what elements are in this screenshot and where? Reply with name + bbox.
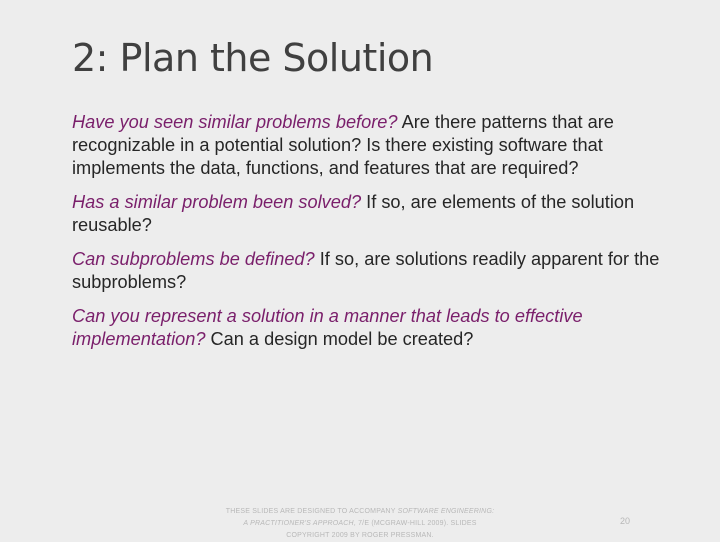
paragraph-text: If so, are elements of the solution reusable? bbox=[72, 192, 635, 235]
page-number: 20 bbox=[619, 516, 630, 526]
paragraph-3 bbox=[72, 248, 672, 294]
footer-line-3: COPYRIGHT 2009 BY ROGER PRESSMAN. bbox=[286, 532, 434, 539]
question-text: Can you represent a solution in a manner that leads to effective implementation? bbox=[72, 306, 583, 349]
footer-line-2 bbox=[210, 518, 510, 530]
footer-copyright bbox=[210, 506, 510, 542]
footer-text: THESE SLIDES ARE DESIGNED TO ACCOMPANY bbox=[225, 508, 398, 515]
paragraph-2 bbox=[72, 191, 672, 237]
footer-text: , 7/E (MCGRAW-HILL 2009). SLIDES bbox=[353, 520, 477, 527]
paragraph-text: Are there patterns that are recognizable in a potential solution? Is there existing software that implements the data, functions, and features that are required? bbox=[72, 112, 614, 178]
footer-book-title: SOFTWARE ENGINEERING: bbox=[397, 508, 495, 515]
slide-body bbox=[72, 111, 672, 362]
footer-book-subtitle: A PRACTITIONER'S APPROACH bbox=[243, 520, 354, 527]
paragraph-text: Can a design model be created? bbox=[205, 329, 474, 349]
paragraph-4 bbox=[72, 305, 672, 351]
question-text: Has a similar problem been solved? bbox=[72, 192, 362, 212]
footer-line-1 bbox=[210, 506, 510, 518]
question-text: Can subproblems be defined? bbox=[72, 249, 315, 269]
question-text: Have you seen similar problems before? bbox=[72, 112, 398, 132]
paragraph-1 bbox=[72, 111, 672, 180]
slide-title: 2: Plan the Solution bbox=[72, 36, 434, 80]
paragraph-text: If so, are solutions readily apparent for the subproblems? bbox=[72, 249, 660, 292]
